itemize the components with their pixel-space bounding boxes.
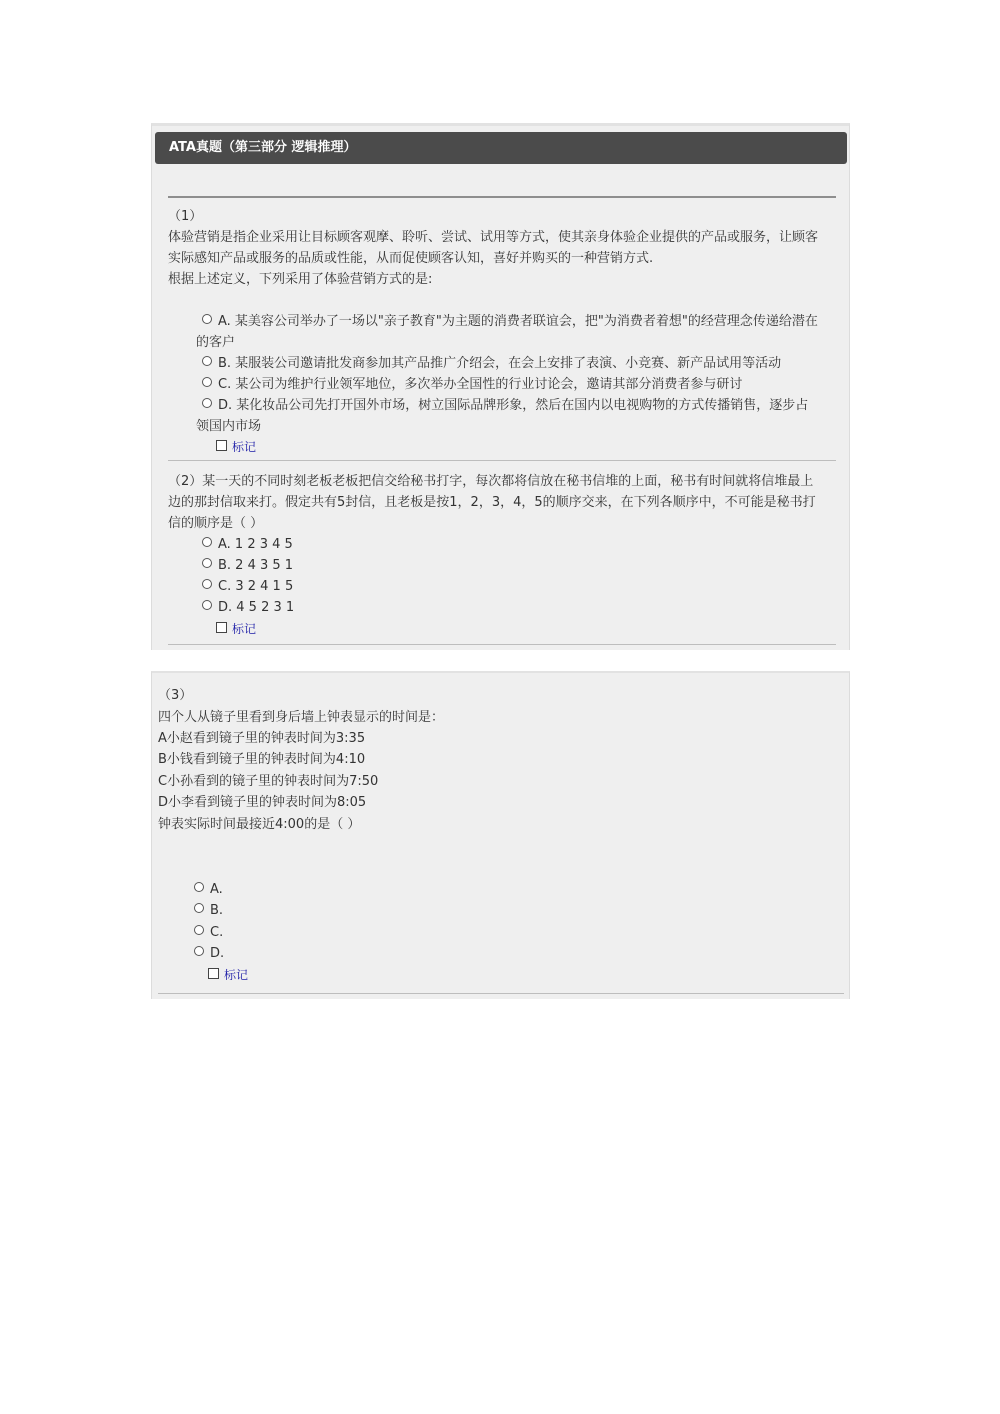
mark-link[interactable]: 标记 — [232, 622, 257, 636]
radio-button[interactable] — [202, 398, 212, 408]
q1-number: （1） — [168, 209, 203, 224]
q1-stem-line: 实际感知产品或服务的品质或性能，从而促使顾客认知，喜好并购买的一种营销方式. — [168, 251, 654, 266]
radio-button[interactable] — [194, 903, 204, 913]
q1-option-a[interactable] — [202, 311, 818, 332]
radio-button[interactable] — [194, 946, 204, 956]
radio-button[interactable] — [202, 537, 212, 547]
q3-option-c[interactable] — [194, 922, 223, 943]
q1-option-b[interactable] — [202, 353, 781, 374]
q2-option-c-label: C. 3 2 4 1 5 — [218, 579, 294, 594]
q1-option-c-label: C. 某公司为维护行业领军地位，多次举办全国性的行业讨论会，邀请其部分消费者参与研讨 — [218, 377, 743, 392]
q2-option-b-label: B. 2 4 3 5 1 — [218, 558, 294, 573]
q1-option-c[interactable] — [202, 374, 742, 395]
mark-checkbox[interactable] — [208, 968, 219, 979]
q2-option-d-label: D. 4 5 2 3 1 — [218, 600, 295, 615]
q2-option-b[interactable] — [202, 555, 293, 576]
section-title: ATA真题（第三部分 逻辑推理） — [169, 140, 357, 155]
q3-option-a[interactable] — [194, 879, 223, 900]
q3-number: （3） — [158, 688, 193, 703]
q2-mark[interactable] — [216, 619, 256, 640]
radio-button[interactable] — [202, 558, 212, 568]
q2-option-c[interactable] — [202, 576, 293, 597]
mark-link[interactable]: 标记 — [224, 968, 249, 982]
q2-stem-line: （2）某一天的不同时刻老板老板把信交给秘书打字，每次都将信放在秘书信堆的上面，秘书有时间就将信堆最上 — [168, 474, 814, 489]
q3-option-b-label: B. — [210, 903, 224, 918]
q1-option-d-continued: 领国内市场 — [196, 419, 262, 434]
section-title-bar — [155, 132, 847, 164]
q1-option-d[interactable] — [202, 395, 808, 416]
q1-stem-line: 根据上述定义，下列采用了体验营销方式的是: — [168, 272, 433, 287]
radio-button[interactable] — [202, 600, 212, 610]
q3-stem-line: C小孙看到的镜子里的钟表时间为7:50 — [158, 774, 379, 789]
q3-stem-line: B小钱看到镜子里的钟表时间为4:10 — [158, 752, 366, 767]
q1-option-d-label: D. 某化妆品公司先打开国外市场，树立国际品牌形象，然后在国内以电视购物的方式传播销售，逐步占 — [218, 398, 809, 413]
mark-checkbox[interactable] — [216, 440, 227, 451]
q3-option-c-label: C. — [210, 925, 224, 940]
radio-button[interactable] — [202, 579, 212, 589]
radio-button[interactable] — [194, 882, 204, 892]
divider — [158, 993, 844, 994]
divider — [168, 644, 836, 645]
q1-mark[interactable] — [216, 437, 256, 458]
q1-option-b-label: B. 某服装公司邀请批发商参加其产品推广介绍会，在会上安排了表演、小竞赛、新产品试用等活动 — [218, 356, 782, 371]
question-panel-3 — [151, 671, 850, 999]
q2-option-d[interactable] — [202, 597, 294, 618]
q2-option-a[interactable] — [202, 534, 293, 555]
q3-mark[interactable] — [208, 965, 248, 986]
q3-stem-line: A小赵看到镜子里的钟表时间为3:35 — [158, 731, 366, 746]
radio-button[interactable] — [202, 314, 212, 324]
mark-link[interactable]: 标记 — [232, 440, 257, 454]
mark-checkbox[interactable] — [216, 622, 227, 633]
q1-option-a-continued: 的客户 — [196, 335, 236, 350]
divider — [168, 196, 836, 198]
radio-button[interactable] — [202, 356, 212, 366]
divider — [168, 460, 836, 461]
q1-option-a-label: A. 某美容公司举办了一场以"亲子教育"为主题的消费者联谊会，把"为消费者着想"的经营理念传递给潜在 — [218, 314, 818, 329]
q2-option-a-label: A. 1 2 3 4 5 — [218, 537, 293, 552]
q2-stem-line: 边的那封信取来打。假定共有5封信，且老板是按1，2，3，4，5的顺序交来，在下列各顺序中，不可能是秘书打 — [168, 495, 816, 510]
q3-stem-line: D小李看到镜子里的钟表时间为8:05 — [158, 795, 367, 810]
q3-option-a-label: A. — [210, 882, 223, 897]
question-panel-1 — [151, 123, 850, 650]
q3-stem-line: 四个人从镜子里看到身后墙上钟表显示的时间是： — [158, 710, 445, 725]
q3-option-d-label: D. — [210, 946, 225, 961]
q2-stem-line: 信的顺序是（ ） — [168, 516, 264, 531]
q3-option-b[interactable] — [194, 900, 223, 921]
q1-stem-line: 体验营销是指企业采用让目标顾客观摩、聆听、尝试、试用等方式，使其亲身体验企业提供的产品或服务，让顾客 — [168, 230, 819, 245]
radio-button[interactable] — [194, 925, 204, 935]
radio-button[interactable] — [202, 377, 212, 387]
q3-stem-line: 钟表实际时间最接近4:00的是（ ） — [158, 817, 361, 832]
q3-option-d[interactable] — [194, 943, 224, 964]
